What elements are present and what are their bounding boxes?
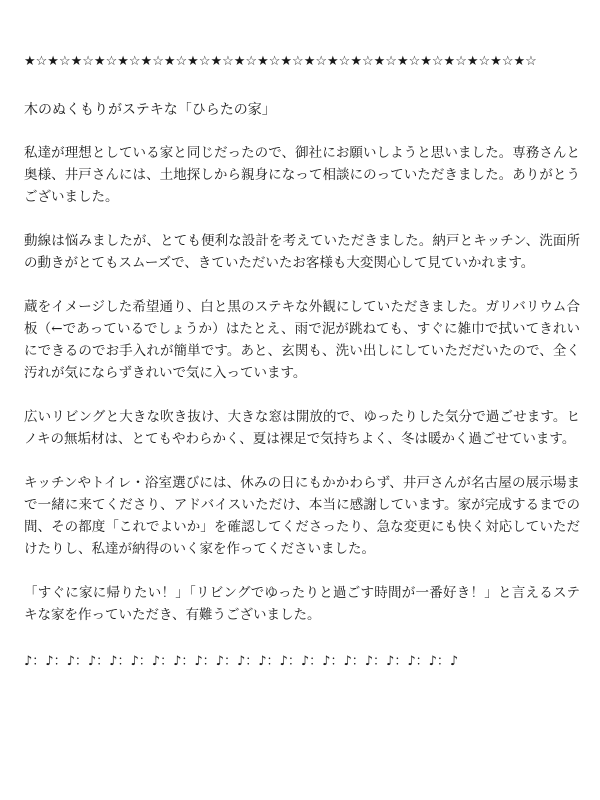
- paragraph-1: 私達が理想としている家と同じだったので、御社にお願いしようと思いました。専務さんと奥様、井戸さんには、土地探しから親身になって相談にのっていただきました。ありがとうございました。: [24, 145, 580, 205]
- paragraph-2: 動線は悩みましたが、とても便利な設計を考えていただきました。納戸とキッチン、洗面所の動きがとてもスムーズで、きていただいたお客様も大変関心して見ていかれます。: [24, 233, 580, 271]
- document-title: 木のぬくもりがステキな「ひらたの家」: [24, 102, 276, 118]
- testimonial-document: [24, 52, 580, 672]
- paragraph-5: キッチンやトイレ・浴室選びには、休みの日にもかかわらず、井戸さんが名古屋の展示場まで一緒に来てくださり、アドバイスいただけ、本当に感謝しています。家が完成するまでの間、その都度「これでよいか」を確認してくださったり、急な変更にも快く対応していただけたりし、私達が納得のいく家を作ってくださいました。: [24, 475, 580, 557]
- paragraph-3: 蔵をイメージした希望通り、白と黒のステキな外観にしていただきました。ガリバリウム合板（←であっているでしょうか）はたとえ、雨で泥が跳ねても、すぐに雑巾で拭いてきれいにできるのでお手入れが簡単です。あと、玄関も、洗い出しにしていただだいたので、全く汚れが気にならずきれいで気に入っています。: [24, 299, 580, 381]
- music-note-decoration-line: ♪：♪：♪：♪：♪：♪：♪：♪：♪：♪：♪：♪：♪：♪：♪：♪：♪：♪：♪：♪：♪: [24, 654, 459, 669]
- paragraph-6: 「すぐに家に帰りたい！」「リビングでゆったりと過ごす時間が一番好き！」と言えるステキな家を作っていただき、有難うございました。: [24, 585, 580, 623]
- paragraph-4: 広いリビングと大きな吹き抜け、大きな窓は開放的で、ゆったりした気分で過ごせます。ヒノキの無垢材は、とてもやわらかく、夏は裸足で気持ちよく、冬は暖かく過ごせています。: [24, 409, 580, 447]
- star-decoration-line: ★☆★☆★☆★☆★☆★☆★☆★☆★☆★☆★☆★☆★☆★☆★☆★☆★☆★☆★☆★☆★☆★☆: [24, 54, 537, 69]
